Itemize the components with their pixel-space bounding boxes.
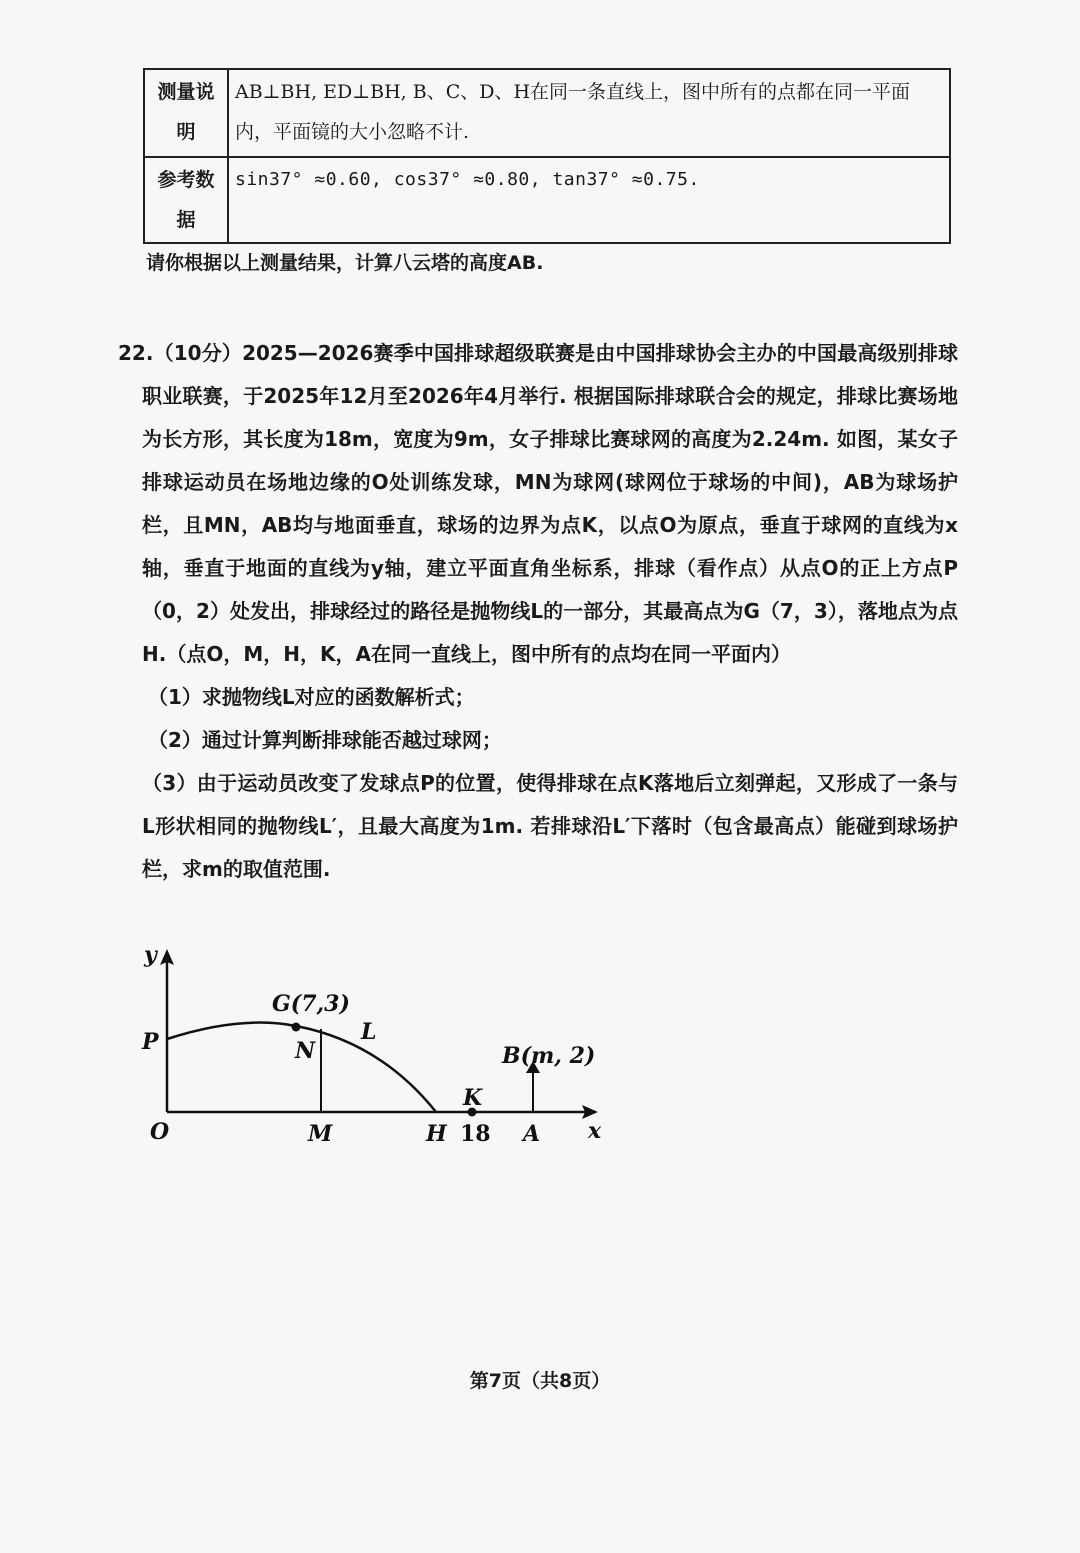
table-label-measurement-notes: 测量说明 [144, 69, 228, 157]
y-axis-label: y [144, 942, 157, 968]
page-footer: 第7页（共8页） [469, 1370, 611, 1392]
point-K-label: K [463, 1085, 483, 1111]
question-number: 22. [118, 341, 154, 365]
sub-question-1: （1）求抛物线L对应的函数解析式； [148, 685, 475, 709]
sub-question-3: （3）由于运动员改变了发球点P的位置，使得排球在点K落地后立刻弹起，又形成了一条与L形状相同的抛物线L′，且最大高度为1m. 若排球沿L′下落时（包含最高点）能碰到球场护栏，求m的取值范围. [142, 771, 958, 881]
measurement-notes-line1: AB⊥BH, ED⊥BH, B、C、D、H在同一条直线上，图中所有的点都在同一平面 [235, 81, 911, 103]
measurement-table [143, 68, 951, 244]
table-label-reference-data: 参考数据 [144, 157, 228, 243]
table-row [144, 157, 950, 243]
k-value-label: 18 [460, 1121, 491, 1147]
origin-O-label: O [150, 1119, 170, 1145]
point-G [292, 1023, 301, 1032]
parabola-diagram [130, 935, 630, 1155]
sub-question-2: （2）通过计算判断排球能否越过球网； [148, 728, 502, 752]
question-22-stem [118, 332, 958, 676]
question-score: （10分） [153, 341, 243, 365]
measurement-notes-line2: 内，平面镜的大小忽略不计. [235, 121, 470, 143]
point-N-label: N [295, 1038, 316, 1064]
question-21-prompt: 请你根据以上测量结果，计算八云塔的高度AB. [146, 252, 544, 274]
question-stem-text: 2025—2026赛季中国排球超级联赛是由中国排球协会主办的中国最高级别排球职业联赛，于2025年12月至2026年4月举行. 根据国际排球联合会的规定，排球比赛场地为长方形，其长度为18m，宽度为9m，女子排球比赛球网的高度为2.24m. 如图，某女子排球运动员在场地边缘的O处训练发球，MN为球网(球网位于球场的中间)，AB为球场护栏，且MN，AB均与地面垂直，球场的边界为点K，以点O为原点，垂直于球网的直线为x轴，垂直于地面的直线为y轴，建立平面直角坐标系，排球（看作点）从点O的正上方点P（0，2）处发出，排球经过的路径是抛物线L的一部分，其最高点为G（7，3），落地点为点H.（点O，M，H，K，A在同一直线上，图中所有的点均在同一平面内） [142, 341, 958, 666]
parabola-figure [130, 935, 630, 1155]
table-cell-measurement-notes [228, 69, 950, 157]
point-A-label: A [523, 1121, 541, 1147]
curve-L-label: L [361, 1019, 377, 1045]
table-row [144, 69, 950, 157]
point-P-label: P [142, 1029, 159, 1055]
point-M-label: M [308, 1121, 333, 1147]
question-22 [118, 332, 958, 891]
point-G-label: G(7,3) [272, 991, 350, 1017]
point-B-label: B(m, 2) [502, 1043, 596, 1069]
x-axis-label: x [588, 1118, 602, 1144]
table-cell-reference-data: sin37° ≈0.60, cos37° ≈0.80, tan37° ≈0.75. [228, 157, 950, 243]
parabola-curve-L [167, 1023, 436, 1112]
point-H-label: H [426, 1121, 447, 1147]
